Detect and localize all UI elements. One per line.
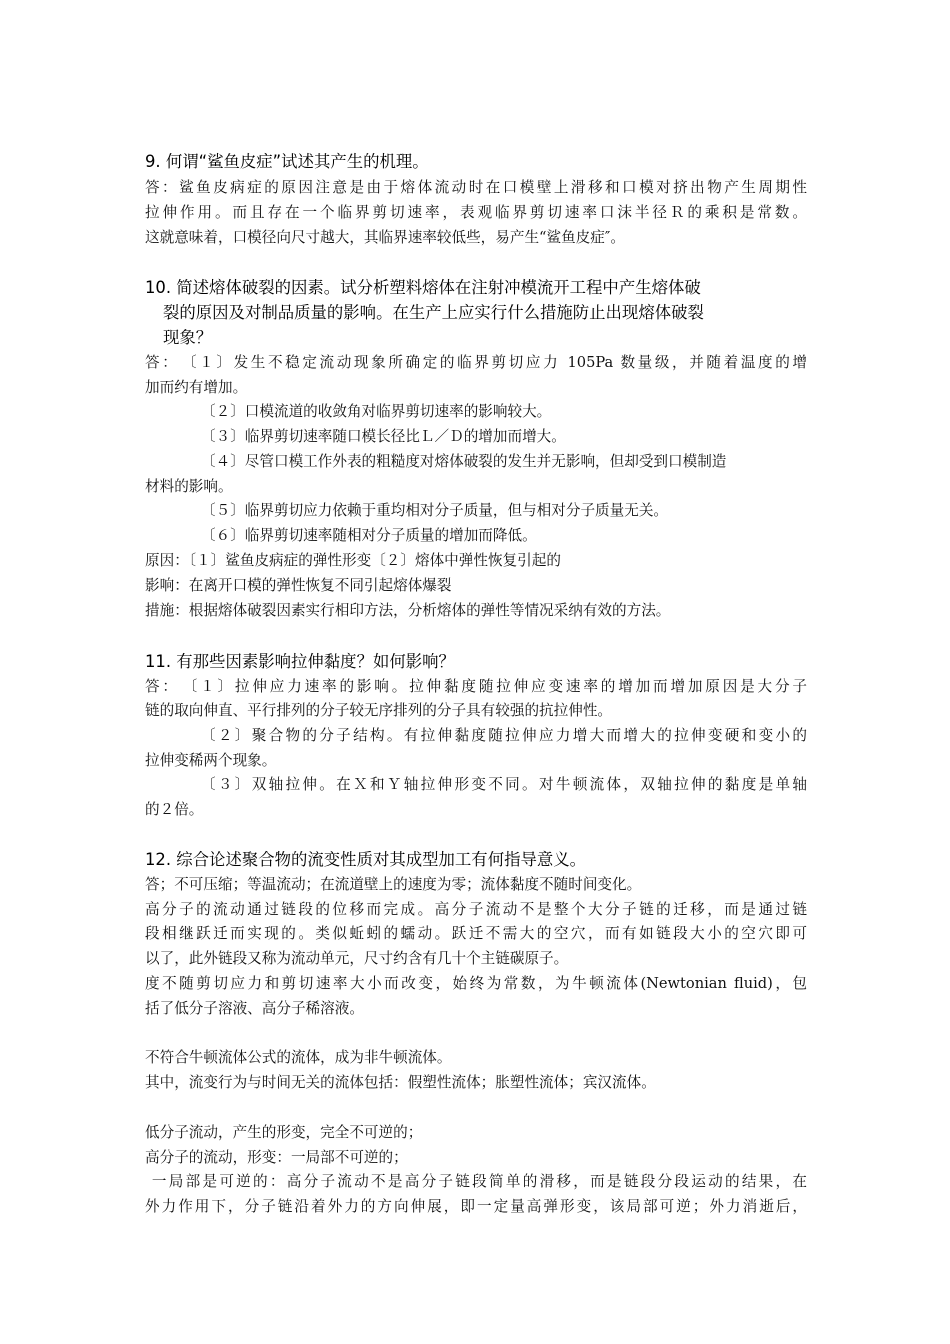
q10-answer-line: 答： 〔１〕发生不稳定流动现象所确定的临界剪切应力 105Pa 数量级，并随着温度的增 bbox=[145, 354, 807, 371]
q12-answer-line: 答；不可压缩；等温流动；在流道壁上的速度为零；流体黏度不随时间变化。 bbox=[145, 876, 642, 893]
q12-answer-line: 其中，流变行为与时间无关的流体包括：假塑性流体；胀塑性流体；宾汉流体。 bbox=[145, 1074, 656, 1091]
q10-title-line: 10. 简述熔体破裂的因素。试分析塑料熔体在注射冲模流开工程中产生熔体破 bbox=[145, 278, 701, 297]
q12-answer-line: 高分子的流动通过链段的位移而完成。高分子流动不是整个大分子链的迁移，而是通过链 bbox=[145, 901, 807, 918]
q10-answer-line: 加而约有增加。 bbox=[145, 379, 248, 396]
q11-answer-line: 〔３〕双轴拉伸。在Ｘ和Ｙ轴拉伸形变不同。对牛顿流体，双轴拉伸的黏度是单轴 bbox=[201, 776, 807, 793]
q10-answer-line: 〔４〕尽管口模工作外表的粗糙度对熔体破裂的发生并无影响，但却受到口模制造 bbox=[201, 453, 727, 470]
q12-answer-line: 度不随剪切应力和剪切速率大小而改变，始终为常数，为牛顿流体(Newtonian fluid)，包 bbox=[145, 975, 807, 992]
q11-answer-line: 拉伸变稀两个现象。 bbox=[145, 752, 277, 769]
q10-title-line: 现象？ bbox=[163, 328, 213, 347]
q11-answer-line: 〔２〕聚合物的分子结构。有拉伸黏度随拉伸应力增大而增大的拉伸变硬和变小的 bbox=[201, 727, 807, 744]
q12-answer-line: 以了，此外链段又称为流动单元，尺寸约含有几十个主链碳原子。 bbox=[145, 950, 569, 967]
q10-answer-line: 〔３〕临界剪切速率随口模长径比Ｌ／Ｄ的增加而增大。 bbox=[201, 428, 566, 445]
q12-answer-line: 括了低分子溶液、高分子稀溶液。 bbox=[145, 1000, 364, 1017]
q11-answer-line: 答： 〔１〕拉伸应力速率的影响。拉伸黏度随拉伸应变速率的增加而增加原因是大分子 bbox=[145, 678, 807, 695]
q11-answer-line: 的２倍。 bbox=[145, 801, 204, 818]
q10-answer-line: 材料的影响。 bbox=[145, 478, 233, 495]
q9-title: 9. 何谓“鲨鱼皮症”试述其产生的机理。 bbox=[145, 152, 429, 171]
q11-title: 11. 有那些因素影响拉伸黏度？如何影响？ bbox=[145, 652, 455, 671]
q10-cause-line: 原因：〔１〕鲨鱼皮病症的弹性形变〔２〕熔体中弹性恢复引起的 bbox=[145, 552, 561, 569]
q9-answer-line: 这就意味着，口模径向尺寸越大，其临界速率较低些，易产生“鲨鱼皮症″。 bbox=[145, 229, 625, 246]
q10-effect-line: 影响：在离开口模的弹性恢复不同引起熔体爆裂 bbox=[145, 577, 452, 594]
q9-answer-line: 拉伸作用。而且存在一个临界剪切速率，表观临界剪切速率口沫半径Ｒ的乘积是常数。 bbox=[145, 204, 807, 221]
q12-answer-line: 不符合牛顿流体公式的流体，成为非牛顿流体。 bbox=[145, 1049, 452, 1066]
q10-title-line: 裂的原因及对制品质量的影响。在生产上应实行什么措施防止出现熔体破裂 bbox=[163, 303, 704, 322]
q12-answer-line: 一局部是可逆的：高分子流动不是高分子链段简单的滑移，而是链段分段运动的结果，在 bbox=[145, 1173, 807, 1190]
q12-title: 12. 综合论述聚合物的流变性质对其成型加工有何指导意义。 bbox=[145, 850, 587, 869]
q12-answer-line: 高分子的流动，形变：一局部不可逆的； bbox=[145, 1149, 408, 1166]
q10-answer-line: 〔６〕临界剪切速率随相对分子质量的增加而降低。 bbox=[201, 527, 537, 544]
q12-answer-line: 低分子流动，产生的形变，完全不可逆的； bbox=[145, 1124, 423, 1141]
q12-answer-line: 段相继跃迁而实现的。类似蚯蚓的蠕动。跃迁不需大的空穴，而有如链段大小的空穴即可 bbox=[145, 925, 807, 942]
q9-answer-line: 答：鲨鱼皮病症的原因注意是由于熔体流动时在口模壁上滑移和口模对挤出物产生周期性 bbox=[145, 179, 807, 196]
q12-answer-line: 外力作用下，分子链沿着外力的方向伸展，即一定量高弹形变，该局部可逆；外力消逝后， bbox=[145, 1198, 807, 1215]
q10-measure-line: 措施：根据熔体破裂因素实行相印方法，分析熔体的弹性等情况采纳有效的方法。 bbox=[145, 602, 671, 619]
q10-answer-line: 〔５〕临界剪切应力依赖于重均相对分子质量，但与相对分子质量无关。 bbox=[201, 502, 669, 519]
q10-answer-line: 〔２〕口模流道的收敛角对临界剪切速率的影响较大。 bbox=[201, 403, 552, 420]
q11-answer-line: 链的取向伸直、平行排列的分子较无序排列的分子具有较强的抗拉伸性。 bbox=[145, 702, 613, 719]
